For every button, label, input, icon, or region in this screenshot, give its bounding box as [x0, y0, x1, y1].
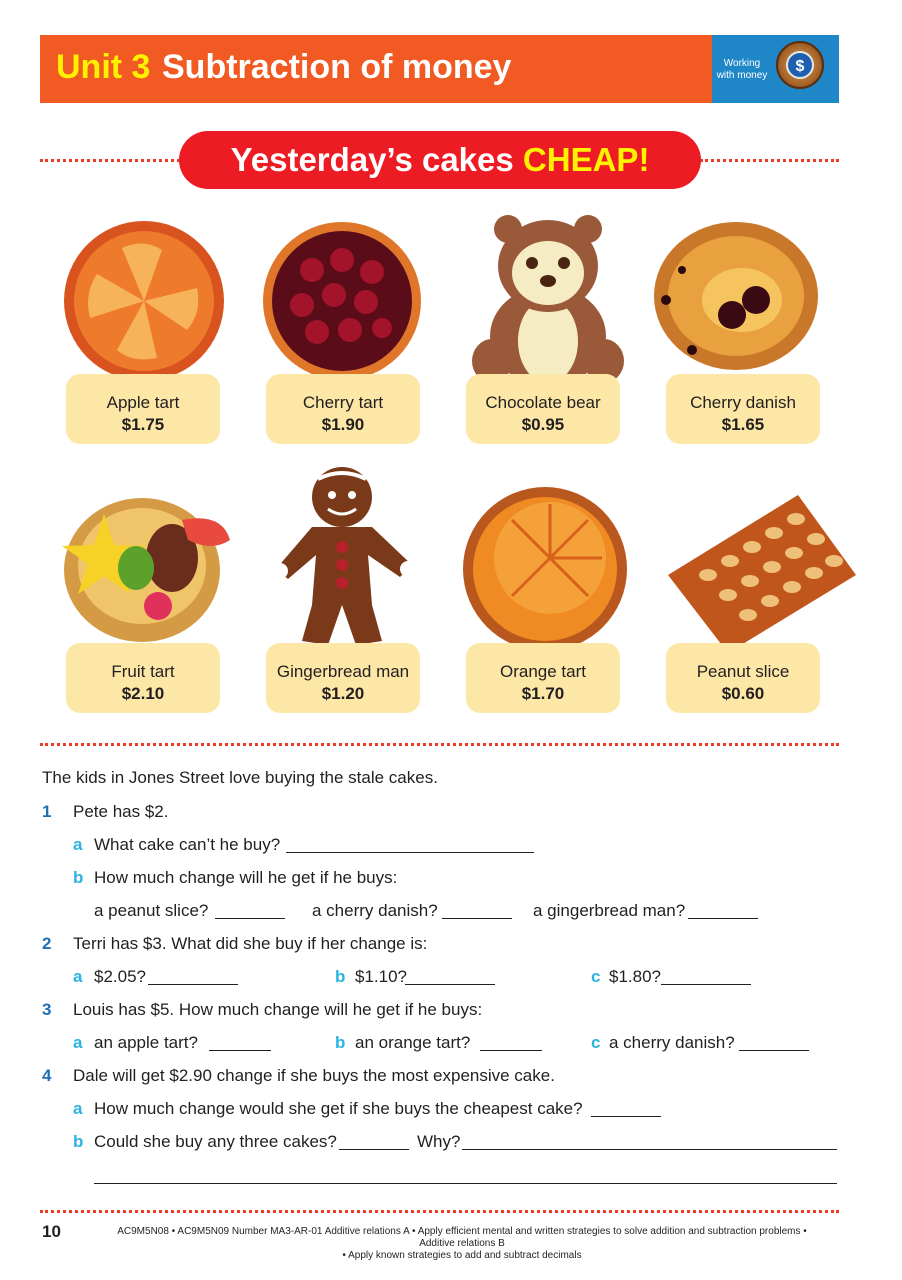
cake-name: Fruit tart — [111, 662, 175, 681]
cake-label — [466, 643, 620, 713]
dotted-divider — [40, 1210, 839, 1213]
part-text: an orange tart? — [355, 1033, 471, 1052]
orange-tart-image — [462, 486, 628, 652]
banner — [179, 131, 701, 189]
cake-label — [666, 643, 820, 713]
part-text: How much change will he get if he buys: — [94, 868, 398, 887]
cherry-tart-image — [262, 220, 422, 382]
part-text: $1.10? — [355, 967, 407, 986]
cake-name: Apple tart — [106, 393, 180, 412]
part-letter: a — [73, 967, 83, 986]
curriculum-line: AC9M5N08 • AC9M5N09 Number MA3-AR-01 Additive relations A • Apply efficient mental and written strategies to solve addition and subtraction problems • Additive relations B — [117, 1226, 807, 1249]
part-letter: a — [73, 1099, 83, 1118]
cake-label — [66, 643, 220, 713]
part-letter: b — [335, 1033, 346, 1052]
part-letter: a — [73, 835, 83, 854]
question-text: Dale will get $2.90 change if she buys the most expensive cake. — [73, 1066, 555, 1085]
answer-line[interactable] — [480, 1050, 542, 1051]
peanut-slice-image — [668, 495, 856, 653]
dotted-divider — [40, 743, 839, 746]
why-label: Why? — [417, 1132, 461, 1151]
part-letter: b — [73, 868, 84, 887]
answer-line[interactable] — [442, 918, 512, 919]
chocolate-bear-image — [470, 211, 626, 389]
answer-line[interactable] — [339, 1149, 409, 1150]
answer-line[interactable] — [215, 918, 285, 919]
question-number: 2 — [42, 934, 52, 953]
question-number: 3 — [42, 1000, 52, 1019]
answer-line[interactable] — [661, 984, 751, 985]
banner-text: Yesterday’s cakes — [230, 141, 514, 178]
cake-name: Cherry tart — [302, 393, 384, 412]
unit-number: Unit 3 — [56, 48, 151, 86]
part-letter: b — [73, 1132, 84, 1151]
part-letter: c — [591, 1033, 601, 1052]
part-text: an apple tart? — [94, 1033, 198, 1052]
curriculum-line: • Apply known strategies to add and subtract decimals — [342, 1250, 582, 1261]
page-number: 10 — [42, 1222, 61, 1241]
answer-line[interactable] — [148, 984, 238, 985]
fruit-tart-image — [62, 490, 230, 644]
answer-line[interactable] — [462, 1149, 837, 1150]
cake-price: $1.75 — [121, 415, 165, 434]
part-text: a cherry danish? — [609, 1033, 735, 1052]
answer-line[interactable] — [94, 1183, 837, 1184]
cake-price: $1.65 — [721, 415, 765, 434]
cake-name: Orange tart — [500, 662, 586, 681]
sub-item-text: a peanut slice? — [94, 901, 209, 920]
topic-badge-label: Working with money — [716, 58, 768, 81]
part-text: Could she buy any three cakes? — [94, 1132, 337, 1151]
part-text: How much change would she get if she buys the cheapest cake? — [94, 1099, 583, 1118]
banner-highlight: CHEAP! — [522, 141, 650, 178]
cake-name: Cherry danish — [690, 393, 796, 412]
part-letter: b — [335, 967, 346, 986]
cake-price: $1.90 — [321, 415, 365, 434]
question-text: Pete has $2. — [73, 802, 169, 821]
cake-price: $2.10 — [121, 684, 165, 703]
answer-line[interactable] — [688, 918, 758, 919]
cake-price: $1.70 — [521, 684, 565, 703]
cake-name: Chocolate bear — [485, 393, 601, 412]
dotted-divider — [700, 159, 839, 162]
answer-line[interactable] — [739, 1050, 809, 1051]
cake-name: Gingerbread man — [276, 662, 410, 681]
part-text: What cake can’t he buy? — [94, 835, 281, 854]
question-number: 4 — [42, 1066, 52, 1085]
cake-label — [466, 374, 620, 444]
cake-label — [266, 374, 420, 444]
apple-tart-image — [62, 218, 226, 384]
cake-name: Peanut slice — [696, 662, 790, 681]
intro-text: The kids in Jones Street love buying the stale cakes. — [42, 768, 438, 787]
answer-line[interactable] — [286, 852, 534, 853]
sub-item-text: a gingerbread man? — [533, 901, 686, 920]
cherry-danish-image — [652, 220, 820, 372]
cake-price: $0.60 — [721, 684, 765, 703]
cake-label — [666, 374, 820, 444]
dotted-divider — [40, 159, 180, 162]
question-number: 1 — [42, 802, 52, 821]
cake-price: $0.95 — [521, 415, 565, 434]
curriculum-codes — [112, 1226, 812, 1262]
page-title: Subtraction of money — [162, 48, 512, 86]
part-text: $1.80? — [609, 967, 661, 986]
cake-label — [66, 374, 220, 444]
sub-item-text: a cherry danish? — [312, 901, 438, 920]
part-text: $2.05? — [94, 967, 146, 986]
gingerbread-man-image — [266, 465, 424, 653]
part-letter: a — [73, 1033, 83, 1052]
answer-line[interactable] — [209, 1050, 271, 1051]
part-letter: c — [591, 967, 601, 986]
cake-label — [266, 643, 420, 713]
cake-price: $1.20 — [321, 684, 365, 703]
question-text: Terri has $3. What did she buy if her change is: — [73, 934, 428, 953]
question-text: Louis has $5. How much change will he get if he buys: — [73, 1000, 483, 1019]
dollar-symbol: $ — [786, 51, 814, 79]
answer-line[interactable] — [591, 1116, 661, 1117]
answer-line[interactable] — [405, 984, 495, 985]
